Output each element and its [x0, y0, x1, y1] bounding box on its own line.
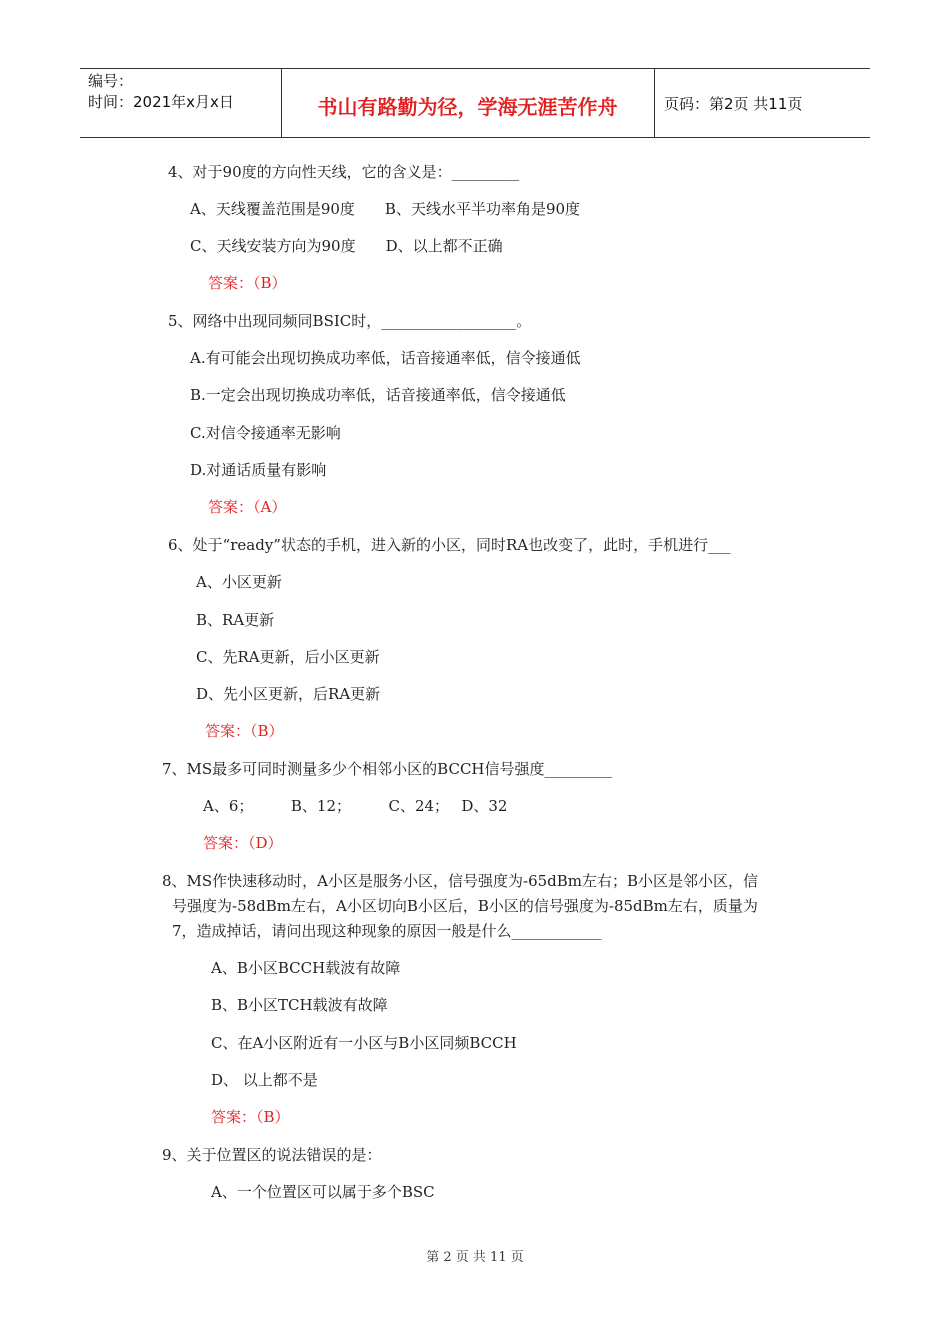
option-line: A、天线覆盖范围是90度 B、天线水平半功率角是90度 — [190, 200, 581, 218]
option-line: D、 以上都不是 — [211, 1071, 318, 1089]
option-line: A.有可能会出现切换成功率低，话音接通率低，信令接通低 — [190, 349, 581, 367]
header-motto: 书山有路勤为径，学海无涯苦作舟 — [317, 95, 618, 119]
question-7: 7、MS最多可同时测量多少个相邻小区的BCCH信号强度_________ — [162, 760, 613, 778]
option-line: B、RA更新 — [196, 611, 275, 629]
question-8-cont: 7，造成掉话，请问出现这种现象的原因一般是什么____________ — [172, 922, 602, 940]
option-line: B、B小区TCH载波有故障 — [211, 996, 388, 1014]
answer-line: 答案：（B） — [211, 1108, 290, 1126]
answer-line: 答案：（A） — [208, 498, 287, 516]
question-8-cont: 号强度为-58dBm左右，A小区切向B小区后，B小区的信号强度为-85dBm左右，质量为 — [172, 897, 758, 915]
number-label: 编号： — [88, 72, 134, 90]
option-line: C、天线安装方向为90度 D、以上都不正确 — [190, 237, 503, 255]
page-header — [80, 68, 870, 138]
question-6: 6、处于“ready”状态的手机，进入新的小区，同时RA也改变了，此时，手机进行___ — [168, 536, 731, 554]
question-8: 8、MS作快速移动时，A小区是服务小区，信号强度为-65dBm左右；B小区是邻小区，信 — [162, 872, 759, 890]
option-line: D、先小区更新，后RA更新 — [196, 685, 381, 703]
header-divider — [654, 69, 655, 137]
header-page-number: 页码：第2页 共11页 — [664, 95, 803, 113]
question-5: 5、网络中出现同频同BSIC时，__________________。 — [168, 312, 532, 330]
option-line: B.一定会出现切换成功率低，话音接通率低，信令接通低 — [190, 386, 566, 404]
page-footer: 第 2 页 共 11 页 — [426, 1250, 524, 1265]
option-line: A、小区更新 — [196, 573, 282, 591]
option-line: A、B小区BCCH载波有故障 — [211, 959, 401, 977]
answer-line: 答案：（B） — [205, 722, 284, 740]
answer-line: 答案：（D） — [203, 834, 283, 852]
question-9: 9、关于位置区的说法错误的是： — [162, 1146, 382, 1164]
header-meta — [88, 71, 234, 113]
option-line: A、一个位置区可以属于多个BSC — [211, 1183, 435, 1201]
option-line: C、在A小区附近有一小区与B小区同频BCCH — [211, 1034, 517, 1052]
option-line: C、先RA更新，后小区更新 — [196, 648, 380, 666]
option-line: C.对信令接通率无影响 — [190, 424, 341, 442]
question-4: 4、对于90度的方向性天线，它的含义是：_________ — [168, 163, 520, 181]
option-line: D.对通话质量有影响 — [190, 461, 327, 479]
answer-line: 答案：（B） — [208, 274, 287, 292]
option-line: A、6； B、12； C、24； D、32 — [203, 797, 508, 815]
date-label: 时间：2021年x月x日 — [88, 93, 234, 111]
